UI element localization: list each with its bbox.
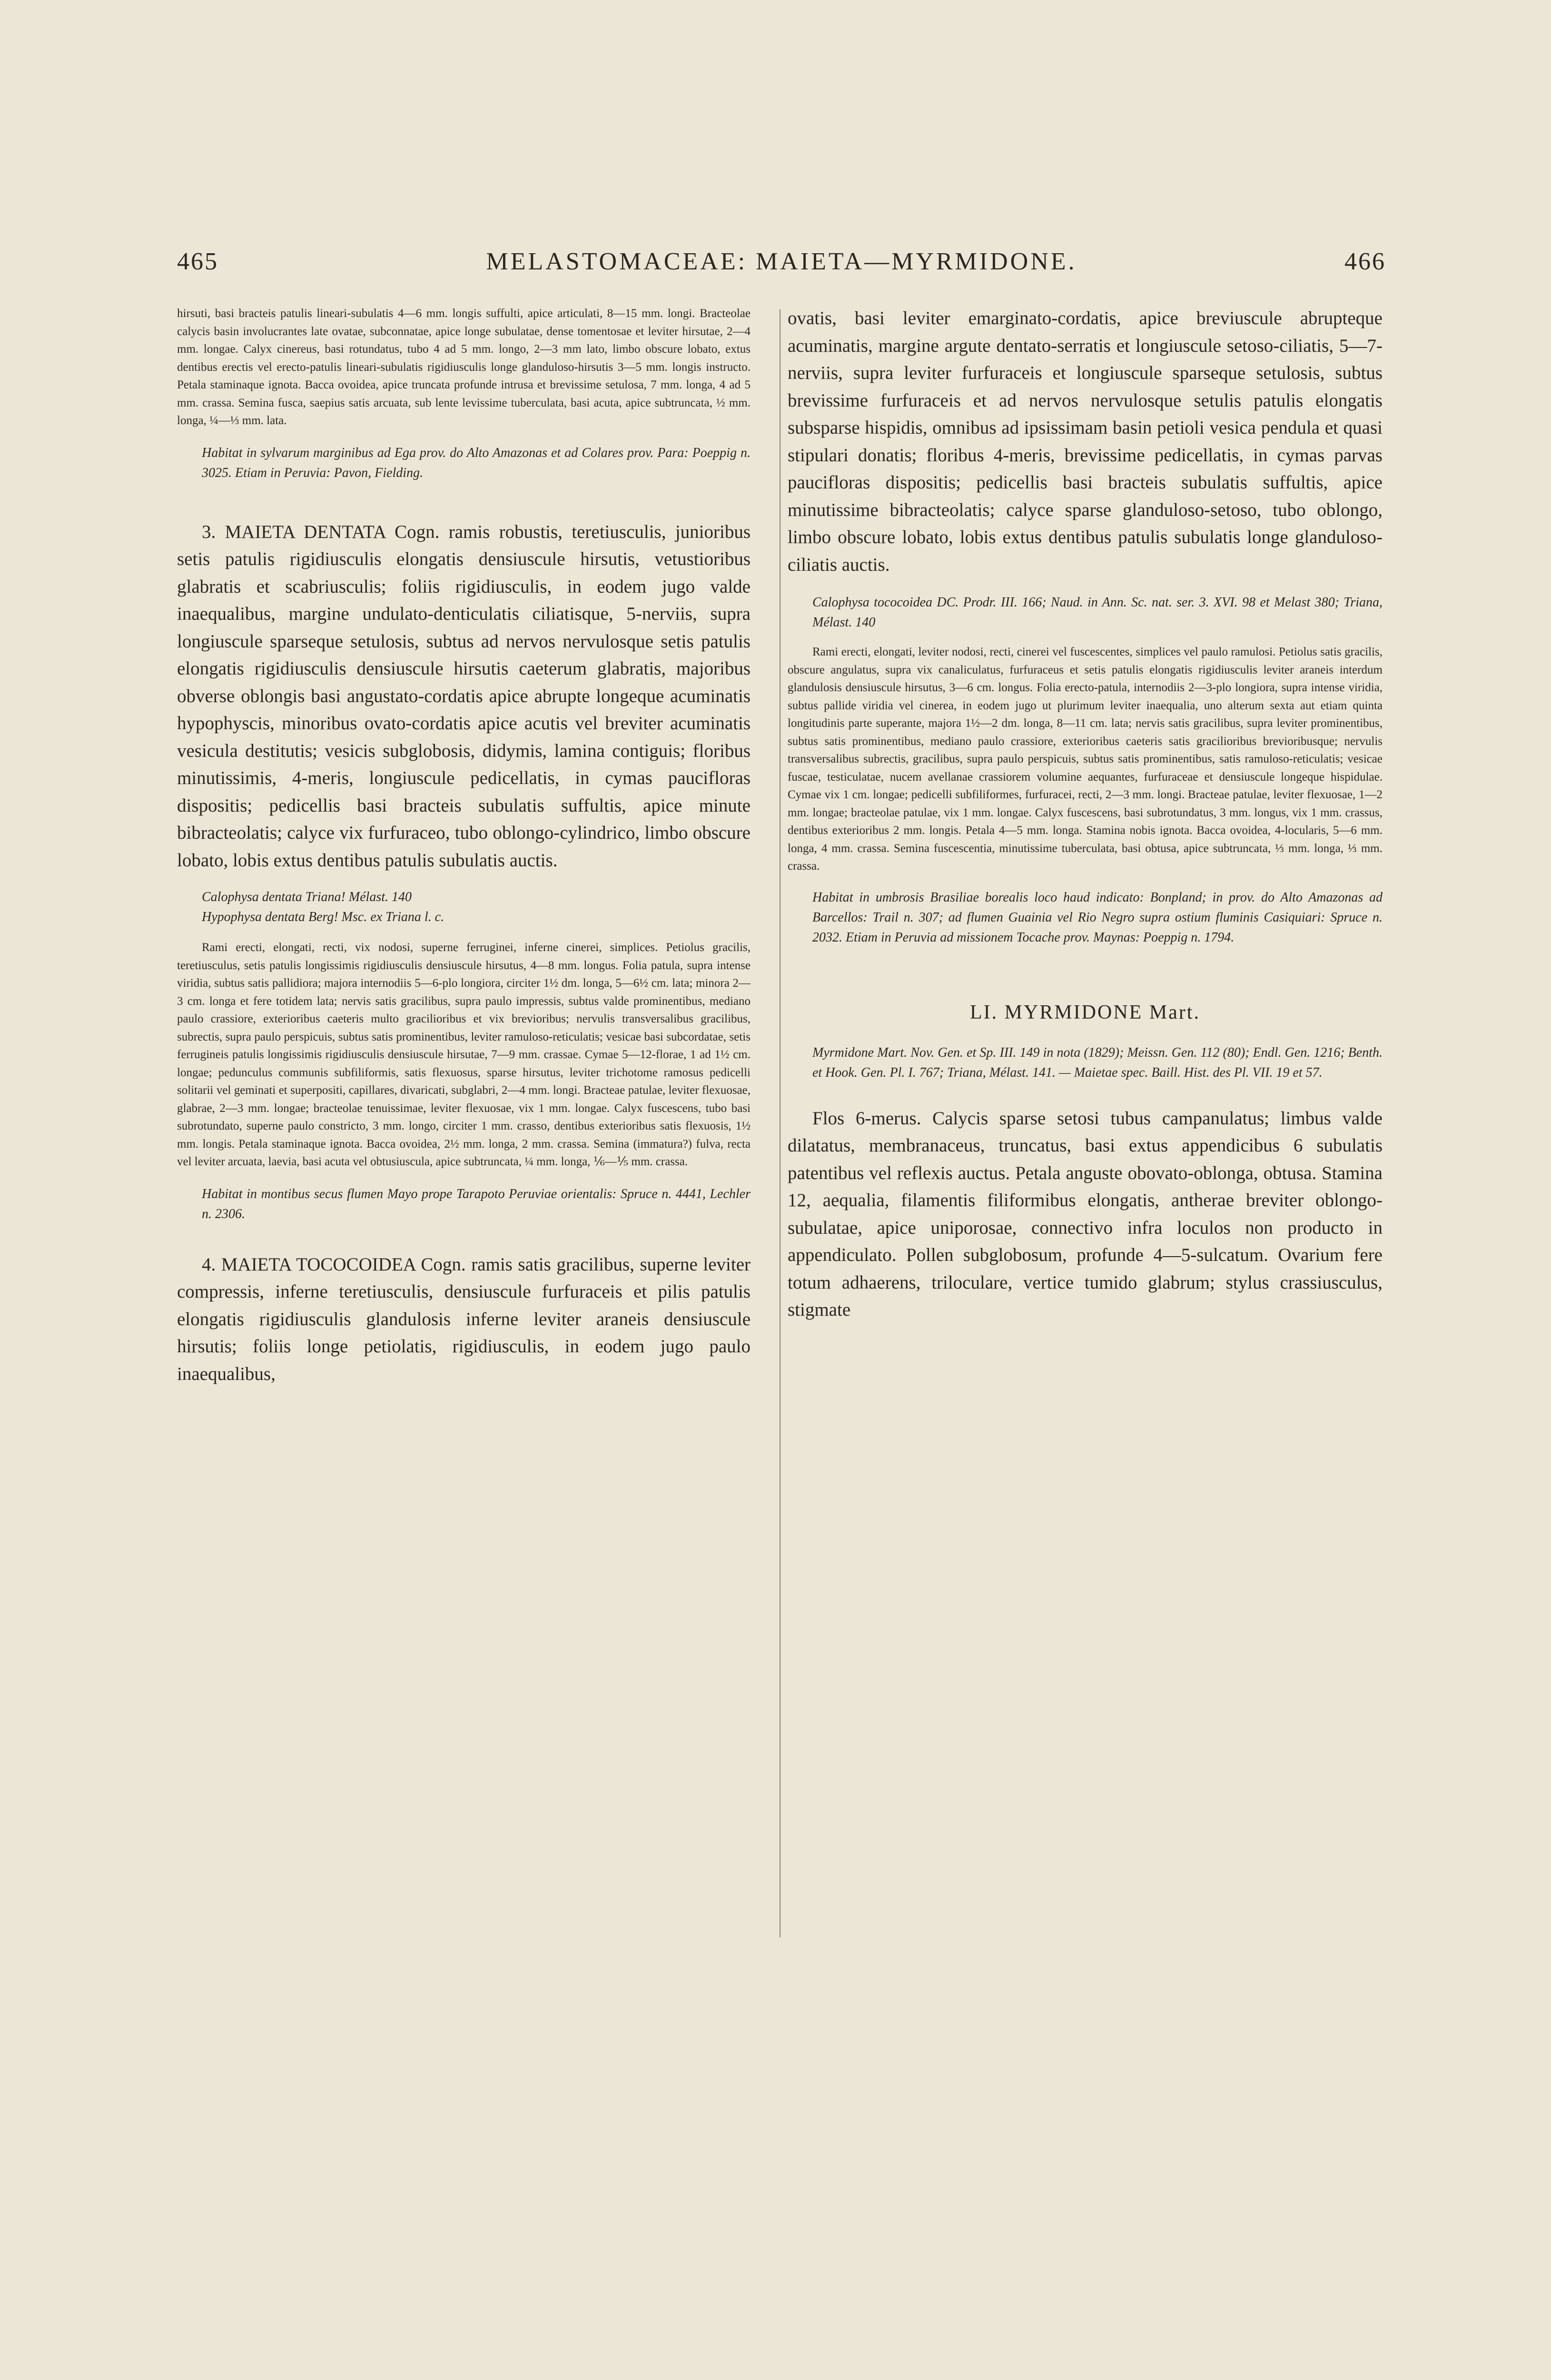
left-column	[177, 305, 751, 1388]
running-title: MELASTOMACEAE: MAIETA—MYRMIDONE.	[486, 248, 1077, 275]
right-column	[788, 305, 1383, 1324]
running-header	[177, 248, 1386, 281]
genus-description: Flos 6-merus. Calycis sparse setosi tubus campanulatus; limbus valde dilatatus, membranaceus, truncatus, basi extus appendicibus 6 subulatis patentibus vel reflexis auctus. Petala anguste obovato-oblonga, obtusa. Stamina 12, aequalia, filamentis filiformibus elongatis, antherae breviter oblongo-subulatae, apice uniporosae, connectivo infra loculos non producto in appendiculato. Pollen subglobosum, profunde 4—5-sulcatum. Ovarium fere totum adhaerens, triloculare, vertice tumido glabrum; stylus crassiusculus, stigmate	[788, 1108, 1383, 1320]
species-4-synonym: Calophysa tococoidea DC. Prodr. III. 166; Naud. in Ann. Sc. nat. ser. 3. XVI. 98 et Melast 380; Triana, Mélast. 140	[812, 595, 1383, 630]
species-4-diagnosis: 4. MAIETA TOCOCOIDEA Cogn. ramis satis gracilibus, superne leviter compressis, inferne teretiusculis, densiuscule furfuraceis et pilis patulis elongatis rigidiusculis glandulosis inferne leviter araneis densiuscule hirsutis; foliis longe petiolatis, rigidiusculis, in eodem jugo paulo inaequalibus,	[177, 1254, 751, 1384]
species-3-description: Rami erecti, elongati, recti, vix nodosi, superne ferruginei, inferne cinerei, simplices. Petiolus gracilis, teretiusculus, setis patulis longissimis rigidiusculis densiuscule hirsutus, 4—8 mm. longus. Folia patula, supra intense viridia, subtus satis pallidiora; majora internodiis 5—6-plo longiora, circiter 1½ dm. longa, 5—6½ cm. lata; minora 2—3 cm. longa et fere totidem lata; nervis satis gracilibus, supra paulo impressis, subtus valde prominentibus, mediano paulo crassiore, exterioribus caeteris multo gracilioribus et vix brevioribus; nervulis transversalibus gracilibus, subrectis, supra paulo perspicuis, subtus satis prominentibus, leviter ramuloso-reticulatis; vesicae basi subcordatae, setis ferrugineis patulis longissimis rigidiusculis densiuscule hirsutae, 7—9 mm. crassae. Cymae 5—12-florae, 1 ad 1½ cm. longae; pedunculus communis subfiliformis, satis flexuosus, sparse hirsutus, leviter trichotome ramosus pedicelli solitarii vel geminati et superpositi, capillares, divaricati, subglabri, 2—4 mm. longi. Bracteae patulae, leviter flexuosae, glabrae, 2—3 mm. longae; bracteolae tenuissimae, leviter flexuosae, vix 1 mm. longae. Calyx fuscescens, tubo basi subrotundato, superne paulo constricto, 3 mm. longo, circiter 1 mm. crasso, dentibus exterioribus satis flexuosis, 1½ mm. longis. Petala staminaque ignota. Bacca ovoidea, 2½ mm. longa, 2 mm. crassa. Semina (immatura?) fulva, recta vel leviter arcuata, laevia, basi acuta vel obtusiuscula, apice subtruncata, ¼ mm. longa, ⅙—⅕ mm. crassa.	[177, 941, 751, 1168]
page-number-right: 466	[1344, 248, 1386, 275]
species-3-diagnosis: 3. MAIETA DENTATA Cogn. ramis robustis, teretiusculis, junioribus setis patulis rigidiusculis elongatis densiuscule hirsutis, vetustioribus glabratis et scabriusculis; foliis rigidiusculis, in eodem jugo valde inaequalibus, margine undulato-denticulatis ciliatisque, 5-nerviis, supra longiuscule sparseque setulosis, subtus ad nervos nervulosque setis patulis elongatis rigidiusculis densiuscule hirsutis caeterum glabratis, majoribus obverse oblongis basi angustato-cordatis apice abrupte longeque acuminatis hypophyscis, minoribus ovato-cordatis apice acutis vel breviter acuminatis vesicula destitutis; vesicis subglobosis, didymis, lamina contiguis; floribus minutissimis, 4-meris, longiuscule pedicellatis, in cymas paucifloras dispositis; pedicellis basi bracteis subulatis suffultis, apice minute bibracteolatis; calyce vix furfuraceo, tubo oblongo-cylindrico, limbo obscure lobato, lobis extus dentibus patulis subulatis auctis.	[177, 521, 751, 871]
species-4-habitat: Habitat in umbrosis Brasiliae borealis loco haud indicato: Bonpland; in prov. do Alto Amazonas ad Barcellos: Trail n. 307; ad flumen Guainia vel Rio Negro supra ostium fluminis Casiquiari: Spruce n. 2032. Etiam in Peruvia ad missionem Tocache prov. Maynas: Poeppig n. 1794.	[812, 890, 1383, 945]
species-4-description: Rami erecti, elongati, leviter nodosi, recti, cinerei vel fuscescentes, simplices vel paulo ramulosi. Petiolus satis gracilis, obscure angulatus, supra vix canaliculatus, furfuraceus et setis patulis elongatis rigidiusculis leviter araneis interdum glandulosis densiuscule hirsutus, 3—6 cm. longus. Folia erecto-patula, internodiis 2—3-plo longiora, supra intense viridia, subtus pallide viridia vel cinerea, in eodem jugo ut plurimum leviter inaequalia, uno alterum sexta aut etiam quinta longitudinis parte superante, majora 1½—2 dm. longa, 8—11 cm. lata; nervis satis gracilibus, supra leviter prominentibus, subtus satis prominentibus, mediano paulo crassiore, exterioribus caeteris satis gracilioribus brevioribusque; nervulis transversalibus subrectis, gracilibus, supra paulo perspicuis, subtus satis prominentibus, satis ramuloso-reticulatis; vesicae fuscae, testiculatae, nucem avellanae crassiorem volumine aequantes, furfuraceae et densiuscule longeque hispidulae. Cymae vix 1 cm. longae; pedicelli subfiliformes, furfuracei, recti, 2—3 mm. longi. Bracteae patulae, leviter flexuosae, 1—2 mm. longae; bracteolae patulae, vix 1 mm. longae. Calyx fuscescens, basi subrotundatus, 3 mm. longus, vix 1 mm. crassus, dentibus exterioribus 2 mm. longis. Petala 4—5 mm. longa. Stamina nobis ignota. Bacca ovoidea, 4-locularis, 5—6 mm. longa, 4 mm. crassa. Semina fuscescentia, minutissime tuberculata, basi obtusa, apice subtruncata, ⅓ mm. longa, ⅓ mm. crassa.	[788, 645, 1383, 873]
species-3-habitat: Habitat in montibus secus flumen Mayo prope Tarapoto Peruviae orientalis: Spruce n. 4441, Lechler n. 2306.	[202, 1186, 751, 1221]
genus-citations: Myrmidone Mart. Nov. Gen. et Sp. III. 149 in nota (1829); Meissn. Gen. 112 (80); Endl. Gen. 1216; Benth. et Hook. Gen. Pl. I. 767; Triana, Mélast. 141. — Maietae spec. Baill. Hist. des Pl. VII. 19 et 57.	[812, 1045, 1383, 1080]
species-2-habitat: Habitat in sylvarum marginibus ad Ega prov. do Alto Amazonas et ad Colares prov. Para: Poeppig n. 3025. Etiam in Peruvia: Pavon, Fielding.	[202, 445, 751, 480]
species-2-description-cont: hirsuti, basi bracteis patulis lineari-subulatis 4—6 mm. longis suffulti, apice articulati, 8—15 mm. longi. Bracteolae calycis basin involucrantes late ovatae, subconnatae, apice longe subulatae, dense tomentosae et leviter hirsutae, 2—4 mm. longae. Calyx cinereus, basi rotundatus, tubo 4 ad 5 mm. longo, 2—3 mm lato, limbo obscure lobato, extus dentibus erectis vel erecto-patulis lineari-subulatis rigidiusculis longe glanduloso-hirsutis 3—5 mm. longis instructo. Petala staminaque ignota. Bacca ovoidea, apice truncata profunde intrusa et brevissime setulosa, 7 mm. longa, 4 ad 5 mm. crassa. Semina fusca, saepius satis arcuata, sub lente levissime tuberculata, basi acuta, apice subtruncata, ½ mm. longa, ¼—⅓ mm. lata.	[177, 307, 751, 427]
page-number-left: 465	[177, 248, 218, 275]
genus-heading: LI. MYRMIDONE Mart.	[970, 1001, 1200, 1023]
species-3-synonym-1: Calophysa dentata Triana! Mélast. 140	[202, 890, 412, 904]
species-3-synonym-2: Hypophysa dentata Berg! Msc. ex Triana l. c.	[202, 910, 445, 924]
species-4-diagnosis-cont: ovatis, basi leviter emarginato-cordatis, apice breviuscule abrupteque acuminatis, margine argute dentato-serratis et longiuscule setoso-ciliatis, 5—7-nerviis, supra leviter furfuraceis et longiuscule sparseque setulosis, subtus brevissime furfuraceis et ad nervos nervulosque setulis patulis elongatis subsparse hispidis, omnibus ad ipsissimam basin petioli vesica pendula et quasi stipulari donatis; floribus 4-meris, brevissime pedicellatis, in cymas parvas paucifloras dispositis; pedicellis basi bracteis subulatis suffultis, apice minutissime bibracteolatis; calyce sparse glanduloso-setoso, tubo oblongo, limbo obscure lobato, lobis extus dentibus patulis subulatis longe glanduloso-ciliatis auctis.	[788, 308, 1383, 575]
